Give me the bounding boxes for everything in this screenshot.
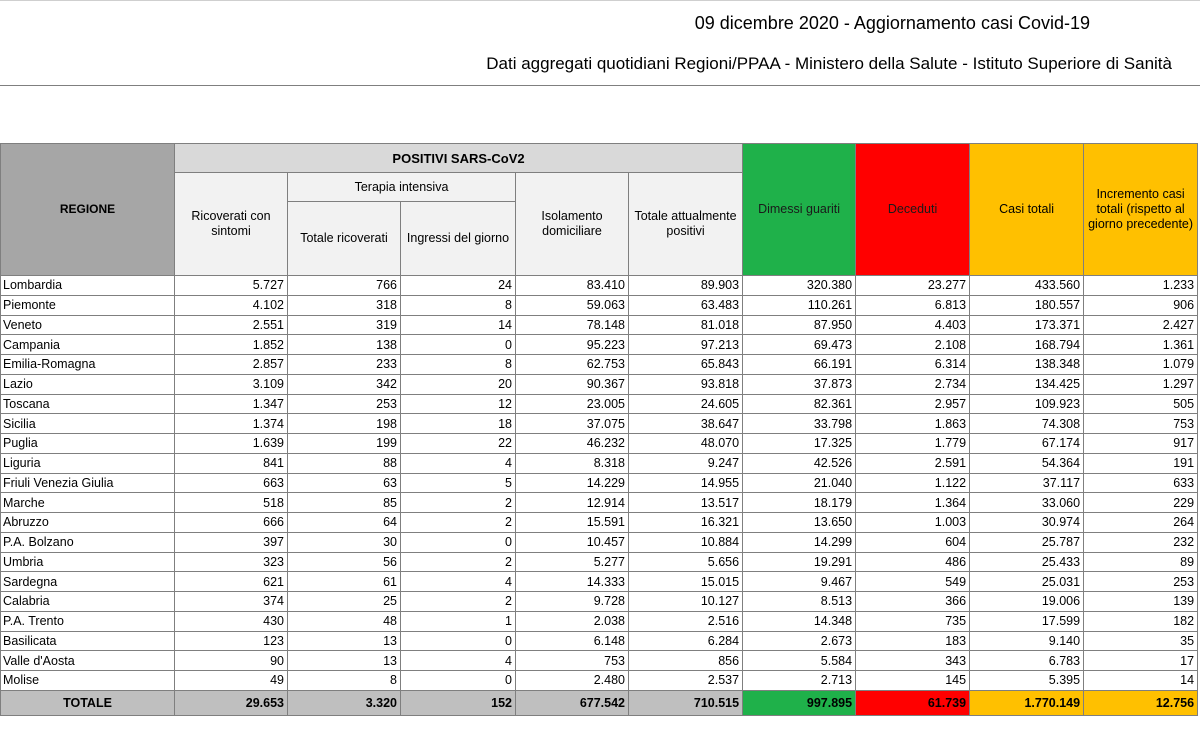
table-cell: 18 (401, 414, 516, 434)
table-cell: 2 (401, 493, 516, 513)
table-cell: 5.277 (516, 552, 629, 572)
table-cell: 6.284 (629, 631, 743, 651)
table-row (1, 473, 1198, 493)
table-cell: 87.950 (743, 315, 856, 335)
table-cell: 90.367 (516, 374, 629, 394)
region-name-cell: Toscana (1, 394, 175, 414)
region-name-cell: P.A. Trento (1, 611, 175, 631)
table-cell: 37.117 (970, 473, 1084, 493)
table-cell: 16.321 (629, 513, 743, 533)
covid-regions-table (0, 143, 1198, 716)
table-cell: 2 (401, 552, 516, 572)
table-cell: 1.233 (1084, 276, 1198, 296)
table-cell: 20 (401, 374, 516, 394)
table-cell: 9.247 (629, 453, 743, 473)
table-cell: 6.813 (856, 295, 970, 315)
table-cell: 233 (288, 355, 401, 375)
table-cell: 2.734 (856, 374, 970, 394)
table-cell: 37.075 (516, 414, 629, 434)
col-header-dimessi: Dimessi guariti (743, 144, 856, 276)
table-cell: 37.873 (743, 374, 856, 394)
table-cell: 5.584 (743, 651, 856, 671)
table-cell: 67.174 (970, 434, 1084, 454)
table-cell: 139 (1084, 592, 1198, 612)
region-name-cell: Calabria (1, 592, 175, 612)
col-header-isolamento: Isolamento domiciliare (516, 173, 629, 276)
table-cell: 6.314 (856, 355, 970, 375)
col-header-totale-positivi: Totale attualmente positivi (629, 173, 743, 276)
table-cell: 54.364 (970, 453, 1084, 473)
table-cell: 15.015 (629, 572, 743, 592)
table-cell: 48.070 (629, 434, 743, 454)
table-cell: 89.903 (629, 276, 743, 296)
table-cell: 666 (175, 513, 288, 533)
table-cell: 320.380 (743, 276, 856, 296)
table-cell: 14.955 (629, 473, 743, 493)
totals-cell: 29.653 (175, 690, 288, 715)
col-header-regione: REGIONE (1, 144, 175, 276)
table-row (1, 631, 1198, 651)
table-body (1, 276, 1198, 691)
table-cell: 23.005 (516, 394, 629, 414)
table-cell: 123 (175, 631, 288, 651)
table-row (1, 532, 1198, 552)
totals-cell: 710.515 (629, 690, 743, 715)
table-cell: 2.957 (856, 394, 970, 414)
table-row (1, 592, 1198, 612)
table-cell: 5 (401, 473, 516, 493)
table-cell: 2.551 (175, 315, 288, 335)
table-cell: 518 (175, 493, 288, 513)
table-cell: 3.109 (175, 374, 288, 394)
page-title: 09 dicembre 2020 - Aggiornamento casi Covid-19 (694, 13, 1090, 33)
region-name-cell: Emilia-Romagna (1, 355, 175, 375)
table-cell: 183 (856, 631, 970, 651)
table-cell: 2.480 (516, 671, 629, 691)
region-name-cell: Friuli Venezia Giulia (1, 473, 175, 493)
group-header-terapia: Terapia intensiva (288, 173, 516, 202)
table-row (1, 276, 1198, 296)
table-cell: 9.140 (970, 631, 1084, 651)
table-cell: 1.374 (175, 414, 288, 434)
table-row (1, 651, 1198, 671)
table-cell: 21.040 (743, 473, 856, 493)
table-row (1, 513, 1198, 533)
table-cell: 1.364 (856, 493, 970, 513)
table-cell: 318 (288, 295, 401, 315)
table-cell: 85 (288, 493, 401, 513)
table-cell: 168.794 (970, 335, 1084, 355)
table-cell: 549 (856, 572, 970, 592)
table-cell: 2.427 (1084, 315, 1198, 335)
table-cell: 1.639 (175, 434, 288, 454)
table-cell: 232 (1084, 532, 1198, 552)
table-cell: 5.395 (970, 671, 1084, 691)
table-row (1, 671, 1198, 691)
table-cell: 64 (288, 513, 401, 533)
table-cell: 2.537 (629, 671, 743, 691)
table-cell: 5.656 (629, 552, 743, 572)
totals-cell: 677.542 (516, 690, 629, 715)
table-cell: 4.102 (175, 295, 288, 315)
region-name-cell: Sicilia (1, 414, 175, 434)
table-cell: 93.818 (629, 374, 743, 394)
table-cell: 10.127 (629, 592, 743, 612)
table-cell: 14.348 (743, 611, 856, 631)
table-cell: 4 (401, 651, 516, 671)
table-cell: 2.713 (743, 671, 856, 691)
table-cell: 22 (401, 434, 516, 454)
table-cell: 14.299 (743, 532, 856, 552)
table-cell: 323 (175, 552, 288, 572)
table-cell: 59.063 (516, 295, 629, 315)
region-name-cell: Liguria (1, 453, 175, 473)
table-cell: 1.779 (856, 434, 970, 454)
table-row (1, 552, 1198, 572)
table-cell: 2.591 (856, 453, 970, 473)
table-cell: 14 (1084, 671, 1198, 691)
table-cell: 33.060 (970, 493, 1084, 513)
table-cell: 397 (175, 532, 288, 552)
table-cell: 753 (1084, 414, 1198, 434)
table-cell: 366 (856, 592, 970, 612)
table-cell: 13.650 (743, 513, 856, 533)
table-cell: 82.361 (743, 394, 856, 414)
col-header-incremento: Incremento casi totali (rispetto al giorno precedente) (1084, 144, 1198, 276)
table-cell: 25.787 (970, 532, 1084, 552)
table-cell: 89 (1084, 552, 1198, 572)
table-cell: 48 (288, 611, 401, 631)
table-cell: 13 (288, 651, 401, 671)
table-cell: 0 (401, 631, 516, 651)
table-cell: 199 (288, 434, 401, 454)
table-cell: 14 (401, 315, 516, 335)
totals-cell-deceduti: 61.739 (856, 690, 970, 715)
totals-cell-incremento: 12.756 (1084, 690, 1198, 715)
table-cell: 9.467 (743, 572, 856, 592)
table-cell: 13 (288, 631, 401, 651)
table-cell: 109.923 (970, 394, 1084, 414)
region-name-cell: P.A. Bolzano (1, 532, 175, 552)
table-row (1, 374, 1198, 394)
table-cell: 191 (1084, 453, 1198, 473)
table-cell: 5.727 (175, 276, 288, 296)
table-cell: 766 (288, 276, 401, 296)
table-cell: 13.517 (629, 493, 743, 513)
table-row (1, 295, 1198, 315)
table-cell: 8 (288, 671, 401, 691)
table-cell: 4 (401, 572, 516, 592)
table-cell: 25 (288, 592, 401, 612)
table-row (1, 493, 1198, 513)
table-row (1, 434, 1198, 454)
table-cell: 10.457 (516, 532, 629, 552)
table-cell: 2.857 (175, 355, 288, 375)
totals-label: TOTALE (1, 690, 175, 715)
table-cell: 735 (856, 611, 970, 631)
table-cell: 35 (1084, 631, 1198, 651)
region-name-cell: Umbria (1, 552, 175, 572)
table-cell: 138 (288, 335, 401, 355)
table-cell: 88 (288, 453, 401, 473)
table-cell: 66.191 (743, 355, 856, 375)
table-cell: 2.673 (743, 631, 856, 651)
totals-cell-casi: 1.770.149 (970, 690, 1084, 715)
table-cell: 61 (288, 572, 401, 592)
table-cell: 180.557 (970, 295, 1084, 315)
table-cell: 15.591 (516, 513, 629, 533)
col-header-casi-totali: Casi totali (970, 144, 1084, 276)
table-row (1, 572, 1198, 592)
table-cell: 49 (175, 671, 288, 691)
table-cell: 0 (401, 671, 516, 691)
table-cell: 62.753 (516, 355, 629, 375)
table-cell: 23.277 (856, 276, 970, 296)
table-cell: 8 (401, 295, 516, 315)
table-cell: 2.516 (629, 611, 743, 631)
region-name-cell: Piemonte (1, 295, 175, 315)
table-cell: 30 (288, 532, 401, 552)
col-header-totale-ricoverati: Totale ricoverati (288, 202, 401, 276)
table-row (1, 335, 1198, 355)
totals-cell-dimessi: 997.895 (743, 690, 856, 715)
table-cell: 25.433 (970, 552, 1084, 572)
table-cell: 12.914 (516, 493, 629, 513)
col-header-ingressi: Ingressi del giorno (401, 202, 516, 276)
table-cell: 138.348 (970, 355, 1084, 375)
table-cell: 917 (1084, 434, 1198, 454)
table-row (1, 414, 1198, 434)
page-subtitle: Dati aggregati quotidiani Regioni/PPAA - Ministero della Salute - Istituto Superiore di Sanità (486, 54, 1172, 73)
totals-cell: 3.320 (288, 690, 401, 715)
table-cell: 1.852 (175, 335, 288, 355)
table-cell: 433.560 (970, 276, 1084, 296)
table-cell: 56 (288, 552, 401, 572)
table-cell: 841 (175, 453, 288, 473)
region-name-cell: Sardegna (1, 572, 175, 592)
table-cell: 1.003 (856, 513, 970, 533)
table-row (1, 315, 1198, 335)
group-header-positivi: POSITIVI SARS-CoV2 (175, 144, 743, 173)
table-cell: 12 (401, 394, 516, 414)
table-cell: 97.213 (629, 335, 743, 355)
table-cell: 10.884 (629, 532, 743, 552)
region-name-cell: Lazio (1, 374, 175, 394)
table-cell: 906 (1084, 295, 1198, 315)
region-name-cell: Valle d'Aosta (1, 651, 175, 671)
totals-cell: 152 (401, 690, 516, 715)
table-cell: 46.232 (516, 434, 629, 454)
table-cell: 63 (288, 473, 401, 493)
table-cell: 8 (401, 355, 516, 375)
table-cell: 19.291 (743, 552, 856, 572)
table-cell: 1.297 (1084, 374, 1198, 394)
table-cell: 17 (1084, 651, 1198, 671)
table-cell: 1.079 (1084, 355, 1198, 375)
table-cell: 110.261 (743, 295, 856, 315)
table-cell: 24.605 (629, 394, 743, 414)
col-header-deceduti: Deceduti (856, 144, 970, 276)
region-name-cell: Veneto (1, 315, 175, 335)
table-cell: 253 (288, 394, 401, 414)
table-cell: 198 (288, 414, 401, 434)
table-cell: 78.148 (516, 315, 629, 335)
table-cell: 14.229 (516, 473, 629, 493)
table-cell: 95.223 (516, 335, 629, 355)
table-cell: 604 (856, 532, 970, 552)
table-cell: 621 (175, 572, 288, 592)
col-header-ricoverati: Ricoverati con sintomi (175, 173, 288, 276)
table-row (1, 453, 1198, 473)
table-cell: 1 (401, 611, 516, 631)
table-cell: 4 (401, 453, 516, 473)
table-cell: 63.483 (629, 295, 743, 315)
table-cell: 6.148 (516, 631, 629, 651)
table-cell: 145 (856, 671, 970, 691)
table-cell: 1.863 (856, 414, 970, 434)
table-cell: 505 (1084, 394, 1198, 414)
table-cell: 856 (629, 651, 743, 671)
table-cell: 65.843 (629, 355, 743, 375)
table-cell: 2.038 (516, 611, 629, 631)
table-cell: 24 (401, 276, 516, 296)
table-cell: 9.728 (516, 592, 629, 612)
table-cell: 8.513 (743, 592, 856, 612)
table-cell: 264 (1084, 513, 1198, 533)
table-cell: 2.108 (856, 335, 970, 355)
table-cell: 19.006 (970, 592, 1084, 612)
table-cell: 486 (856, 552, 970, 572)
table-cell: 6.783 (970, 651, 1084, 671)
table-cell: 229 (1084, 493, 1198, 513)
header-divider (0, 85, 1200, 86)
table-cell: 253 (1084, 572, 1198, 592)
table-cell: 173.371 (970, 315, 1084, 335)
table-cell: 374 (175, 592, 288, 612)
table-cell: 2 (401, 592, 516, 612)
table-cell: 33.798 (743, 414, 856, 434)
table-cell: 182 (1084, 611, 1198, 631)
table-row (1, 394, 1198, 414)
region-name-cell: Puglia (1, 434, 175, 454)
table-cell: 2 (401, 513, 516, 533)
table-cell: 90 (175, 651, 288, 671)
region-name-cell: Marche (1, 493, 175, 513)
table-cell: 18.179 (743, 493, 856, 513)
table-cell: 1.122 (856, 473, 970, 493)
table-cell: 81.018 (629, 315, 743, 335)
table-cell: 663 (175, 473, 288, 493)
table-cell: 0 (401, 335, 516, 355)
region-name-cell: Molise (1, 671, 175, 691)
table-cell: 8.318 (516, 453, 629, 473)
table-cell: 319 (288, 315, 401, 335)
table-cell: 30.974 (970, 513, 1084, 533)
table-cell: 14.333 (516, 572, 629, 592)
table-cell: 38.647 (629, 414, 743, 434)
table-cell: 343 (856, 651, 970, 671)
table-cell: 74.308 (970, 414, 1084, 434)
table-cell: 1.347 (175, 394, 288, 414)
table-cell: 0 (401, 532, 516, 552)
table-cell: 753 (516, 651, 629, 671)
region-name-cell: Campania (1, 335, 175, 355)
table-cell: 342 (288, 374, 401, 394)
table-cell: 4.403 (856, 315, 970, 335)
table-cell: 42.526 (743, 453, 856, 473)
table-cell: 83.410 (516, 276, 629, 296)
table-cell: 1.361 (1084, 335, 1198, 355)
table-cell: 69.473 (743, 335, 856, 355)
table-cell: 17.325 (743, 434, 856, 454)
table-cell: 134.425 (970, 374, 1084, 394)
table-row (1, 611, 1198, 631)
region-name-cell: Basilicata (1, 631, 175, 651)
table-row (1, 355, 1198, 375)
totals-row (1, 690, 1198, 715)
table-cell: 25.031 (970, 572, 1084, 592)
table-cell: 633 (1084, 473, 1198, 493)
table-cell: 17.599 (970, 611, 1084, 631)
region-name-cell: Abruzzo (1, 513, 175, 533)
table-cell: 430 (175, 611, 288, 631)
top-border (0, 0, 1200, 1)
region-name-cell: Lombardia (1, 276, 175, 296)
